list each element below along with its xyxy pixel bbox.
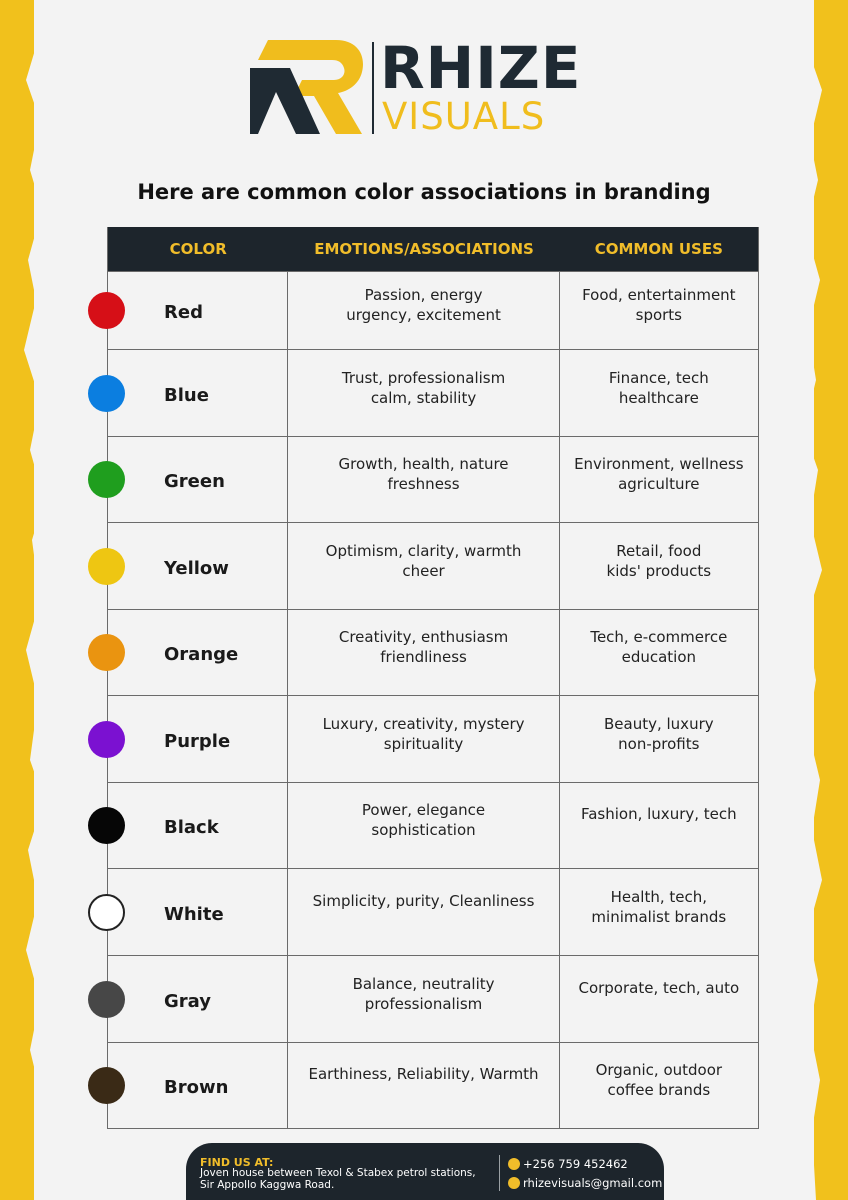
uses-cell-line: healthcare: [618, 388, 699, 407]
emotions-cell-line: spirituality: [383, 734, 464, 753]
color-swatch-white: [88, 894, 125, 931]
emotions-cell-line: professionalism: [364, 994, 483, 1013]
address-line-2: Sir Appollo Kaggwa Road.: [200, 1179, 335, 1191]
table-row: [108, 436, 758, 522]
emotions-cell: [288, 350, 559, 436]
color-cell: [108, 272, 288, 349]
address-line-1: Joven house between Texol & Stabex petrol stations,: [200, 1167, 476, 1179]
uses-cell-line: kids' products: [606, 561, 712, 580]
color-cell: [108, 696, 288, 782]
header-emotions: EMOTIONS/ASSOCIATIONS: [314, 240, 534, 258]
emotions-cell-line: calm, stability: [370, 388, 477, 407]
uses-cell-line: Corporate, tech, auto: [578, 978, 740, 997]
uses-cell: [560, 350, 758, 436]
color-name: Brown: [164, 1077, 229, 1098]
uses-cell: [560, 272, 758, 349]
emotions-cell-line: Balance, neutrality: [352, 974, 495, 993]
uses-cell: [560, 956, 758, 1042]
email-icon: [508, 1177, 520, 1189]
brand-logo: [250, 34, 610, 138]
color-swatch-black: [88, 807, 125, 844]
uses-cell: [560, 437, 758, 522]
emotions-cell-line: urgency, excitement: [346, 306, 501, 324]
table-row: [108, 695, 758, 782]
uses-cell-line: Fashion, luxury, tech: [580, 805, 737, 823]
header-uses: COMMON USES: [594, 240, 723, 258]
uses-cell-line: Environment, wellness: [574, 455, 744, 473]
table-row: [108, 782, 758, 868]
color-cell: [108, 869, 288, 955]
emotions-cell: [288, 610, 559, 695]
uses-cell-line: sports: [635, 306, 683, 324]
phone-number: +256 759 452462: [523, 1157, 628, 1171]
emotions-cell-line: Optimism, clarity, warmth: [325, 541, 522, 560]
uses-cell-line: Retail, food: [616, 541, 702, 560]
uses-cell-line: agriculture: [618, 475, 700, 493]
address: [200, 1167, 500, 1191]
emotions-cell-line: Luxury, creativity, mystery: [322, 714, 525, 733]
color-cell: [108, 783, 288, 868]
find-us-label: FIND US AT:: [200, 1156, 274, 1169]
emotions-cell-line: cheer: [402, 561, 445, 580]
color-name: Yellow: [164, 557, 229, 579]
brand-name-top: RHIZE: [380, 34, 582, 102]
emotions-cell: [288, 869, 559, 955]
emotions-cell-line: friendliness: [380, 648, 467, 666]
uses-cell-line: non-profits: [618, 734, 700, 753]
color-name: White: [164, 903, 224, 925]
emotions-cell: [288, 272, 559, 349]
uses-cell-line: Organic, outdoor: [595, 1061, 723, 1079]
color-name: Red: [164, 302, 203, 323]
color-swatch-orange: [88, 634, 125, 671]
uses-cell-line: Health, tech,: [610, 887, 708, 906]
color-name: Blue: [164, 384, 209, 406]
table-row: [108, 522, 758, 609]
color-name: Gray: [164, 990, 211, 1012]
header-color: COLOR: [169, 240, 227, 258]
brand-name-bottom: VISUALS: [382, 95, 546, 138]
emotions-cell-line: Earthiness, Reliability, Warmth: [308, 1065, 539, 1083]
color-cell: [108, 350, 288, 436]
emotions-cell-line: Power, elegance: [361, 801, 486, 819]
color-cell: [108, 610, 288, 695]
table-row: [108, 271, 758, 349]
uses-cell: [560, 610, 758, 695]
email-contact[interactable]: [508, 1176, 662, 1190]
emotions-cell-line: freshness: [387, 475, 460, 493]
color-swatch-red: [88, 292, 125, 329]
color-name: Green: [164, 471, 225, 492]
phone-icon: [508, 1158, 520, 1170]
emotions-cell-line: Creativity, enthusiasm: [338, 628, 509, 646]
color-cell: [108, 523, 288, 609]
phone-contact[interactable]: [508, 1157, 628, 1171]
emotions-cell: [288, 696, 559, 782]
uses-cell: [560, 523, 758, 609]
uses-cell-line: Tech, e-commerce: [590, 628, 728, 646]
table-row: [108, 1042, 758, 1128]
emotions-cell: [288, 1043, 559, 1128]
color-swatch-green: [88, 461, 125, 498]
color-swatch-yellow: [88, 548, 125, 585]
emotions-cell-line: Growth, health, nature: [338, 455, 509, 473]
table-row: [108, 955, 758, 1042]
table-body: [108, 271, 758, 1128]
footer-divider: [499, 1155, 500, 1191]
table-row: [108, 609, 758, 695]
color-cell: [108, 956, 288, 1042]
emotions-cell-line: Passion, energy: [364, 286, 483, 304]
color-swatch-purple: [88, 721, 125, 758]
emotions-cell: [288, 523, 559, 609]
color-name: Black: [164, 817, 219, 838]
uses-cell-line: coffee brands: [607, 1081, 711, 1099]
uses-cell-line: education: [621, 648, 697, 666]
color-cell: [108, 437, 288, 522]
color-name: Purple: [164, 730, 231, 752]
color-swatch-gray: [88, 981, 125, 1018]
uses-cell: [560, 783, 758, 868]
emotions-cell-line: sophistication: [371, 821, 476, 839]
table-row: [108, 868, 758, 955]
uses-cell-line: Food, entertainment: [582, 286, 736, 304]
uses-cell: [560, 1043, 758, 1128]
color-swatch-blue: [88, 375, 125, 412]
page-title: Here are common color associations in branding: [137, 180, 711, 204]
footer: [186, 1143, 664, 1200]
table-header: [108, 227, 758, 271]
email-address: rhizevisuals@gmail.com: [523, 1176, 663, 1190]
emotions-cell: [288, 437, 559, 522]
r-monogram-icon: [250, 38, 370, 138]
emotions-cell-line: Trust, professionalism: [341, 368, 506, 387]
uses-cell-line: Finance, tech: [608, 368, 709, 387]
color-cell: [108, 1043, 288, 1128]
uses-cell: [560, 869, 758, 955]
color-name: Orange: [164, 644, 239, 665]
table-row: [108, 349, 758, 436]
color-table: [107, 227, 759, 1129]
uses-cell-line: minimalist brands: [591, 907, 727, 926]
emotions-cell: [288, 783, 559, 868]
uses-cell-line: Beauty, luxury: [604, 714, 714, 733]
color-swatch-brown: [88, 1067, 125, 1104]
uses-cell: [560, 696, 758, 782]
logo-divider: [372, 42, 374, 134]
emotions-cell-line: Simplicity, purity, Cleanliness: [312, 891, 535, 910]
emotions-cell: [288, 956, 559, 1042]
